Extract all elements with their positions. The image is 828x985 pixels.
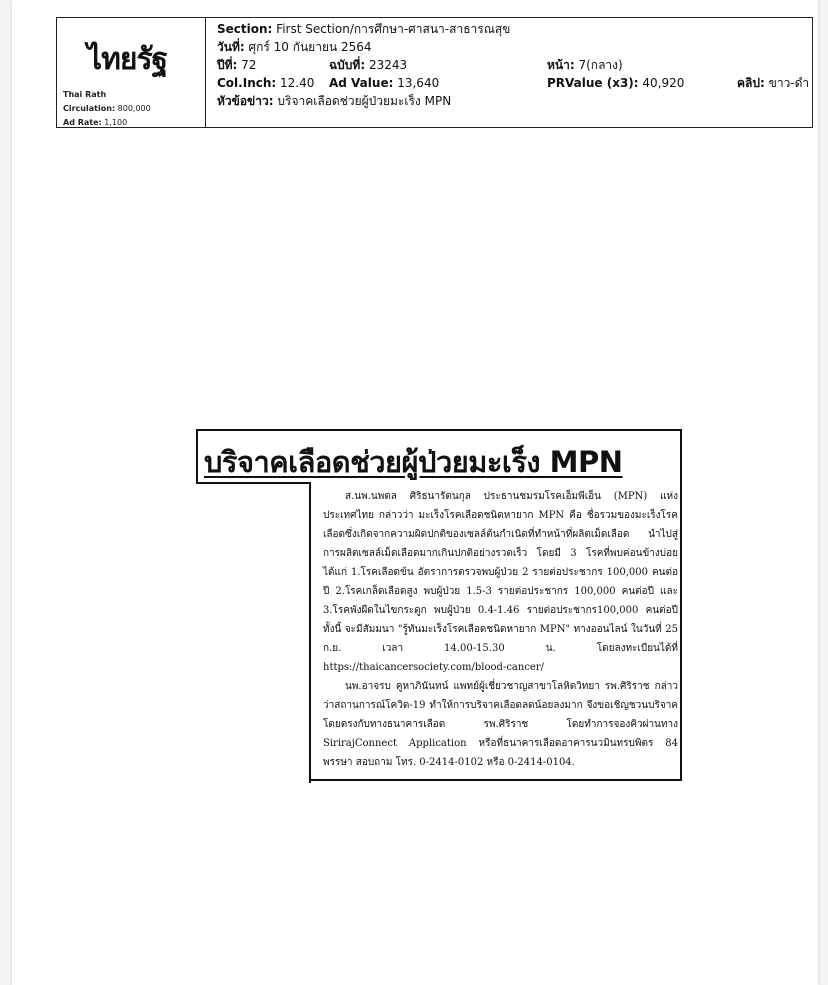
date-row: วันที่: ศุกร์ 10 กันยายน 2564 xyxy=(217,40,372,54)
publication-name: Thai Rath xyxy=(63,90,107,99)
article-paragraph-2: นพ.อาจรบ คูหาภินันทน์ แพทย์ผู้เชี่ยวชาญสาขาโลหิตวิทยา รพ.ศิริราช กล่าวว่าสถานการณ์โควิด-19 ทำให้การบริจาคเลือดลดน้อยลงมาก จึงขอเชิญชวนบริจาคโดยตรงกับทางธนาคารเลือด รพ.ศิริราช โดยทำการจองคิวผ่านทาง SirirajConnect Application หรือที่ธนาคารเลือดอาคารนวมินทรบพิตร 84 พรรษา สอบถาม โทร. 0-2414-0102 หรือ 0-2414-0104. xyxy=(323,681,678,768)
article-title: บริจาคเลือดช่วยผู้ป่วยมะเร็ง MPN xyxy=(204,445,623,479)
publication-cell xyxy=(57,18,206,127)
ad-rate: Ad Rate: 1,100 xyxy=(63,118,128,127)
news-clipping xyxy=(196,429,682,781)
document-page xyxy=(12,0,818,985)
article-body xyxy=(323,487,678,772)
issue-row: ปีที่: 72 ฉบับที่: 23243 หน้า: 7(กลาง) xyxy=(217,58,623,72)
layout-notch xyxy=(196,482,311,783)
clipping-header xyxy=(56,17,813,128)
value-row: Col.Inch: 12.40 Ad Value: 13,640 PRValue (x3): 40,920 คลิป: ขาว-ดำ xyxy=(217,76,810,90)
thairath-logo: ไทยรัฐ xyxy=(87,42,168,77)
section-row: Section: First Section/การศึกษา-ศาสนา-สาธารณสุข xyxy=(217,22,511,36)
circulation: Circulation: 800,000 xyxy=(63,104,151,113)
headline-row: หัวข้อข่าว: บริจาคเลือดช่วยผู้ป่วยมะเร็ง MPN xyxy=(217,94,452,108)
article-paragraph-1: ส.นพ.นพดล ศิริธนารัตนกุล ประธานชมรมโรคเอ็มพีเอ็น (MPN) แห่งประเทศไทย กล่าวว่า มะเร็งโรคเลือดชนิดหายาก MPN คือ ชื่อรวมของมะเร็งโรคเลือดซึ่งเกิดจากความผิดปกติของเซลล์ต้นกำเนิดที่ทำหน้าที่ผลิตเม็ดเลือด นำไปสู่การผลิตเซลล์เม็ดเลือดมากเกินปกติอย่างรวดเร็ว โดยมี 3 โรคที่พบค่อนข้างบ่อย ได้แก่ 1.โรคเลือดข้น อัตราการตรวจพบผู้ป่วย 2 รายต่อประชากร 100,000 คนต่อปี 2.โรคเกล็ดเลือดสูง พบผู้ป่วย 1.5-3 รายต่อประชากร 100,000 คนต่อปี และ 3.โรคพังผืดในไขกระดูก พบผู้ป่วย 0.4-1.46 รายต่อประชากร100,000 คนต่อปี ทั้งนี้ จะมีสัมมนา "รู้ทันมะเร็งโรคเลือดชนิดหายาก MPN" ทางออนไลน์ ในวันที่ 25 ก.ย. เวลา 14.00-15.30 น. โดยลงทะเบียนได้ที่ https://thaicancersociety.com/blood-cancer/ xyxy=(323,491,678,673)
clipping-info xyxy=(217,20,808,110)
